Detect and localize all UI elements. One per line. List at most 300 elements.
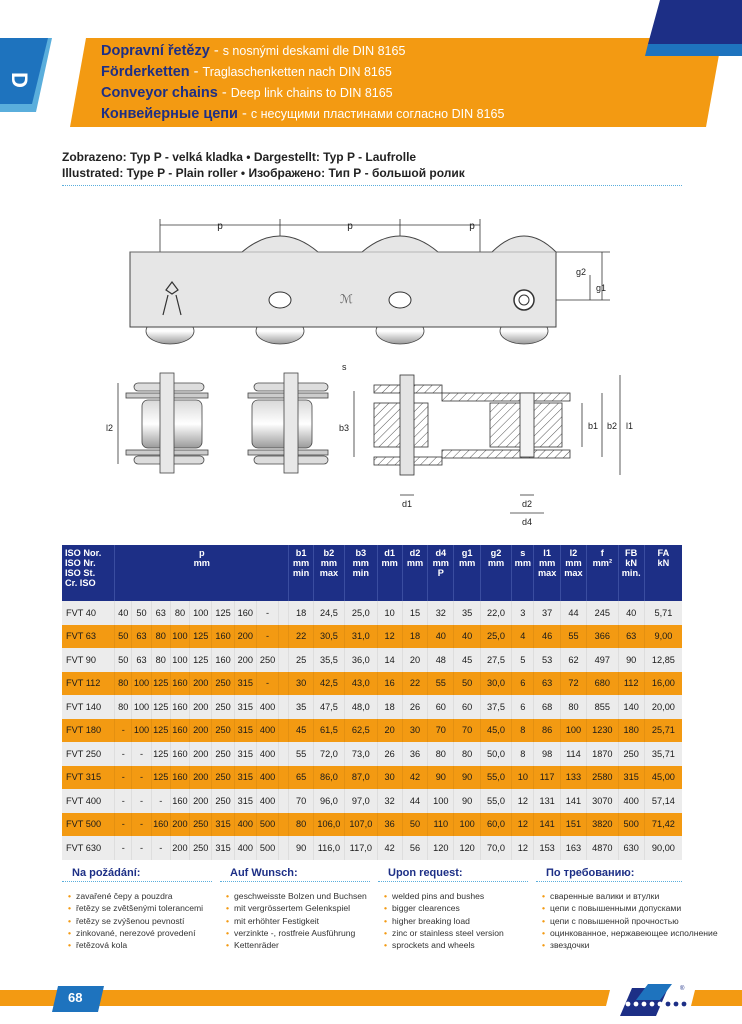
value-cell: 32 <box>428 601 454 625</box>
value-cell: 42 <box>377 836 402 860</box>
value-cell: 366 <box>587 625 618 649</box>
value-cell: 90 <box>454 789 480 813</box>
pitch-cell: 250 <box>190 836 212 860</box>
pitch-cell: 160 <box>212 625 234 649</box>
pitch-cell: - <box>151 836 170 860</box>
list-item: • geschweisste Bolzen und Buchsen <box>226 890 370 902</box>
chain-type-cell: FVT 315 <box>62 766 115 790</box>
value-cell: 15 <box>402 601 427 625</box>
value-cell: 116,0 <box>313 836 344 860</box>
list-item: • Kettenräder <box>226 939 370 951</box>
table-row <box>62 695 682 719</box>
pitch-cell: 200 <box>190 742 212 766</box>
col-b2: b2 mm max <box>313 545 344 601</box>
value-cell: 16 <box>377 672 402 696</box>
chain-type-cell: FVT 180 <box>62 719 115 743</box>
pitch-cell: 125 <box>190 648 212 672</box>
chain-type-cell: FVT 250 <box>62 742 115 766</box>
pitch-cell <box>279 766 289 790</box>
value-cell: 50,0 <box>480 742 511 766</box>
pitch-cell: 160 <box>170 672 189 696</box>
col-f: f mm² <box>587 545 618 601</box>
value-cell: 48,0 <box>345 695 377 719</box>
dim-p-3: p <box>469 221 475 232</box>
options-cz <box>62 864 212 951</box>
pitch-cell: 125 <box>190 625 212 649</box>
pitch-cell: 125 <box>151 742 170 766</box>
table-row <box>62 648 682 672</box>
illustration-caption <box>62 149 682 181</box>
value-cell: 5,71 <box>644 601 682 625</box>
value-cell: 107,0 <box>345 813 377 837</box>
pitch-cell: 400 <box>256 766 278 790</box>
value-cell: 35 <box>454 601 480 625</box>
value-cell: 62 <box>560 648 586 672</box>
pitch-cell: 250 <box>212 672 234 696</box>
dim-d4: d4 <box>522 517 533 527</box>
table-row <box>62 719 682 743</box>
chain-type-cell: FVT 400 <box>62 789 115 813</box>
value-cell: 12,85 <box>644 648 682 672</box>
table-row <box>62 601 682 625</box>
value-cell: 40 <box>618 601 644 625</box>
dimension-table <box>62 545 682 860</box>
pitch-cell: 160 <box>212 648 234 672</box>
value-cell: 153 <box>534 836 560 860</box>
pitch-cell: 250 <box>212 742 234 766</box>
chain-drawing <box>62 195 682 535</box>
col-b3: b3 mm min <box>345 545 377 601</box>
list-item: • bigger clearences <box>384 902 528 914</box>
value-cell: 90 <box>428 766 454 790</box>
list-item: • mit vergrössertem Gelenkspiel <box>226 902 370 914</box>
pitch-cell: 160 <box>170 742 189 766</box>
pitch-cell: 400 <box>256 695 278 719</box>
col-fa: FA kN <box>644 545 682 601</box>
pitch-cell: 80 <box>151 625 170 649</box>
dim-d2: d2 <box>522 499 533 509</box>
dim-l1: l1 <box>626 421 634 431</box>
value-cell: 63 <box>534 672 560 696</box>
value-cell: 30,0 <box>480 672 511 696</box>
pitch-cell: 160 <box>170 719 189 743</box>
value-cell: 5 <box>512 648 534 672</box>
pitch-cell <box>279 836 289 860</box>
value-cell: 87,0 <box>345 766 377 790</box>
value-cell: 72,0 <box>313 742 344 766</box>
list-item: • řetězová kola <box>68 939 212 951</box>
col-d1: d1 mm <box>377 545 402 601</box>
pitch-cell: 63 <box>151 601 170 625</box>
footer-bar <box>0 982 742 1024</box>
value-cell: 630 <box>618 836 644 860</box>
value-cell: 14 <box>377 648 402 672</box>
value-cell: 50 <box>454 672 480 696</box>
dim-p-1: p <box>217 221 223 232</box>
title-line-en: Conveyor chains - Deep link chains to DIN 8165 <box>101 85 393 101</box>
value-cell: 55,0 <box>480 789 511 813</box>
pitch-cell: 250 <box>212 695 234 719</box>
value-cell: 3820 <box>587 813 618 837</box>
value-cell: 120 <box>454 836 480 860</box>
value-cell: 96,0 <box>313 789 344 813</box>
value-cell: 400 <box>618 789 644 813</box>
pitch-cell: 500 <box>256 836 278 860</box>
pitch-cell <box>279 648 289 672</box>
pitch-cell <box>279 789 289 813</box>
value-cell: 3070 <box>587 789 618 813</box>
value-cell: 22 <box>402 672 427 696</box>
value-cell: 44 <box>560 601 586 625</box>
value-cell: 12 <box>377 625 402 649</box>
value-cell: 20 <box>402 648 427 672</box>
value-cell: 42,5 <box>313 672 344 696</box>
value-cell: 65 <box>289 766 313 790</box>
value-cell: 31,0 <box>345 625 377 649</box>
options-title-de: Auf Wunsch: <box>220 864 370 882</box>
pitch-cell: 200 <box>234 648 256 672</box>
caption-divider <box>62 185 682 186</box>
chain-type-cell: FVT 112 <box>62 672 115 696</box>
value-cell: 163 <box>560 836 586 860</box>
col-iso: ISO Nor. ISO Nr. ISO St. Cr. ISO <box>62 545 115 601</box>
value-cell: 86,0 <box>313 766 344 790</box>
logo-mark-icon: ℳ <box>340 292 353 306</box>
value-cell: 100 <box>428 789 454 813</box>
caption-line-1: Zobrazeno: Typ P - velká kladka • Dargestellt: Typ P - Laufrolle <box>62 150 417 164</box>
col-p: p mm <box>115 545 289 601</box>
pitch-cell: 160 <box>234 601 256 625</box>
value-cell: 71,42 <box>644 813 682 837</box>
pitch-cell: 200 <box>170 836 189 860</box>
value-cell: 4 <box>512 625 534 649</box>
value-cell: 30 <box>289 672 313 696</box>
table-row <box>62 672 682 696</box>
value-cell: 80 <box>454 742 480 766</box>
value-cell: 8 <box>512 719 534 743</box>
value-cell: 72 <box>560 672 586 696</box>
pitch-cell: 100 <box>170 625 189 649</box>
pitch-cell: 200 <box>234 625 256 649</box>
pitch-cell: - <box>115 719 132 743</box>
value-cell: 106,0 <box>313 813 344 837</box>
value-cell: 20 <box>377 719 402 743</box>
pitch-cell: 80 <box>151 648 170 672</box>
value-cell: 45,00 <box>644 766 682 790</box>
table-row <box>62 766 682 790</box>
pitch-cell: 400 <box>256 742 278 766</box>
pitch-cell: 315 <box>234 742 256 766</box>
list-item: • цепи с повышенной прочностью <box>542 915 682 927</box>
pitch-cell: - <box>115 766 132 790</box>
value-cell: 133 <box>560 766 586 790</box>
pitch-cell: 100 <box>190 601 212 625</box>
value-cell: 53 <box>534 648 560 672</box>
value-cell: 25 <box>289 648 313 672</box>
value-cell: 3 <box>512 601 534 625</box>
pitch-cell: 400 <box>256 789 278 813</box>
value-cell: 100 <box>454 813 480 837</box>
corner-block <box>648 0 742 44</box>
pitch-cell <box>279 672 289 696</box>
pitch-cell: 250 <box>256 648 278 672</box>
list-item: • оцинкованное, нержавеющее исполнение <box>542 927 682 939</box>
value-cell: 62,5 <box>345 719 377 743</box>
value-cell: 9,00 <box>644 625 682 649</box>
pitch-cell: 125 <box>212 601 234 625</box>
options-en <box>378 864 528 951</box>
value-cell: 18 <box>289 601 313 625</box>
value-cell: 30,5 <box>313 625 344 649</box>
options-de <box>220 864 370 951</box>
value-cell: 55 <box>428 672 454 696</box>
pitch-cell: 200 <box>190 695 212 719</box>
value-cell: 70 <box>428 719 454 743</box>
pitch-cell <box>279 601 289 625</box>
value-cell: 35,71 <box>644 742 682 766</box>
col-d2: d2 mm <box>402 545 427 601</box>
list-item: • mit erhöhter Festigkeit <box>226 915 370 927</box>
pitch-cell: 63 <box>132 625 151 649</box>
title-block <box>101 41 701 125</box>
dim-d1: d1 <box>402 499 413 509</box>
value-cell: 110 <box>428 813 454 837</box>
chain-type-cell: FVT 63 <box>62 625 115 649</box>
section-view <box>374 375 570 475</box>
value-cell: 55,0 <box>480 766 511 790</box>
pitch-cell: 400 <box>234 836 256 860</box>
page-number: 68 <box>68 990 83 1005</box>
value-cell: 36,0 <box>345 648 377 672</box>
list-item: • звездочки <box>542 939 682 951</box>
value-cell: 42 <box>402 766 427 790</box>
value-cell: 120 <box>428 836 454 860</box>
pitch-cell: 200 <box>170 813 189 837</box>
value-cell: 22,0 <box>480 601 511 625</box>
value-cell: 44 <box>402 789 427 813</box>
chain-type-cell: FVT 140 <box>62 695 115 719</box>
value-cell: 35 <box>289 695 313 719</box>
value-cell: 30 <box>377 766 402 790</box>
pitch-cell: - <box>151 789 170 813</box>
value-cell: 497 <box>587 648 618 672</box>
value-cell: 22 <box>289 625 313 649</box>
value-cell: 90 <box>454 766 480 790</box>
options-title-en: Upon request: <box>378 864 528 882</box>
table-header-row <box>62 545 682 601</box>
pitch-cell: 250 <box>190 813 212 837</box>
value-cell: 16,00 <box>644 672 682 696</box>
value-cell: 112 <box>618 672 644 696</box>
value-cell: 80 <box>289 813 313 837</box>
value-cell: 55 <box>289 742 313 766</box>
value-cell: 100 <box>560 719 586 743</box>
pitch-cell: 50 <box>115 625 132 649</box>
pitch-cell: 125 <box>151 766 170 790</box>
pitch-cell: 200 <box>190 672 212 696</box>
value-cell: 245 <box>587 601 618 625</box>
value-cell: 117,0 <box>345 836 377 860</box>
value-cell: 40 <box>454 625 480 649</box>
list-item: • zinkované, nerezové provedení <box>68 927 212 939</box>
pitch-cell: 125 <box>151 719 170 743</box>
value-cell: 26 <box>402 695 427 719</box>
dim-g1: g1 <box>596 283 607 293</box>
value-cell: 500 <box>618 813 644 837</box>
pitch-cell: 80 <box>115 695 132 719</box>
value-cell: 18 <box>402 625 427 649</box>
pitch-cell: - <box>132 766 151 790</box>
options-title-ru: По требованию: <box>536 864 682 882</box>
pitch-cell: 250 <box>212 789 234 813</box>
pitch-cell <box>279 625 289 649</box>
value-cell: 10 <box>512 766 534 790</box>
value-cell: 60 <box>454 695 480 719</box>
list-item: • higher breaking load <box>384 915 528 927</box>
pitch-cell: 315 <box>234 789 256 813</box>
pitch-cell: 400 <box>234 813 256 837</box>
col-g1: g1 mm <box>454 545 480 601</box>
table-row <box>62 789 682 813</box>
pitch-cell: - <box>132 789 151 813</box>
dim-g2: g2 <box>576 267 587 277</box>
table-row <box>62 742 682 766</box>
value-cell: 1870 <box>587 742 618 766</box>
pitch-cell: - <box>256 625 278 649</box>
pitch-cell: - <box>115 836 132 860</box>
value-cell: 25,71 <box>644 719 682 743</box>
title-line-ru: Конвейерные цепи - с несущими пластинами согласно DIN 8165 <box>101 106 505 122</box>
value-cell: 180 <box>618 719 644 743</box>
value-cell: 24,5 <box>313 601 344 625</box>
options-section <box>62 864 718 974</box>
pitch-cell: 315 <box>234 695 256 719</box>
svg-text:®: ® <box>680 986 685 992</box>
chain-type-cell: FVT 40 <box>62 601 115 625</box>
dim-b1: b1 <box>588 421 599 431</box>
list-item: • цепи с повышенными допусками <box>542 902 682 914</box>
value-cell: 12 <box>512 836 534 860</box>
value-cell: 73,0 <box>345 742 377 766</box>
col-l2: l2 mm max <box>560 545 586 601</box>
value-cell: 86 <box>534 719 560 743</box>
pitch-cell: 315 <box>212 813 234 837</box>
value-cell: 141 <box>560 789 586 813</box>
value-cell: 4870 <box>587 836 618 860</box>
pitch-cell: 50 <box>132 601 151 625</box>
pitch-cell: - <box>132 742 151 766</box>
value-cell: 98 <box>534 742 560 766</box>
value-cell: 8 <box>512 742 534 766</box>
value-cell: 151 <box>560 813 586 837</box>
value-cell: 61,5 <box>313 719 344 743</box>
value-cell: 10 <box>377 601 402 625</box>
value-cell: 1230 <box>587 719 618 743</box>
dim-b3: b3 <box>339 423 350 433</box>
value-cell: 97,0 <box>345 789 377 813</box>
pitch-cell: 250 <box>212 766 234 790</box>
value-cell: 80 <box>428 742 454 766</box>
list-item: • zinc or stainless steel version <box>384 927 528 939</box>
value-cell: 36 <box>402 742 427 766</box>
pitch-cell: - <box>115 813 132 837</box>
pitch-cell: 125 <box>151 672 170 696</box>
pitch-cell: 63 <box>132 648 151 672</box>
value-cell: 6 <box>512 672 534 696</box>
col-g2: g2 mm <box>480 545 511 601</box>
value-cell: 43,0 <box>345 672 377 696</box>
pitch-cell: 100 <box>132 719 151 743</box>
value-cell: 90 <box>289 836 313 860</box>
value-cell: 68 <box>534 695 560 719</box>
col-l1: l1 mm max <box>534 545 560 601</box>
dim-b2: b2 <box>607 421 618 431</box>
list-item: • welded pins and bushes <box>384 890 528 902</box>
value-cell: 12 <box>512 813 534 837</box>
value-cell: 37 <box>534 601 560 625</box>
value-cell: 140 <box>618 695 644 719</box>
pitch-cell: 315 <box>212 836 234 860</box>
side-view-link <box>130 236 556 327</box>
title-line-de: Förderketten - Traglaschenketten nach DIN 8165 <box>101 64 392 80</box>
table-body <box>62 601 682 860</box>
pitch-cell: 200 <box>190 766 212 790</box>
col-fb: FB kN min. <box>618 545 644 601</box>
value-cell: 12 <box>512 789 534 813</box>
value-cell: 131 <box>534 789 560 813</box>
section-letter: D <box>7 72 32 88</box>
pitch-cell: 100 <box>170 648 189 672</box>
value-cell: 855 <box>587 695 618 719</box>
pitch-cell: 50 <box>115 648 132 672</box>
value-cell: 117 <box>534 766 560 790</box>
pitch-cell <box>279 695 289 719</box>
pitch-cell: 100 <box>132 695 151 719</box>
value-cell: 70 <box>289 789 313 813</box>
value-cell: 90 <box>618 648 644 672</box>
value-cell: 56 <box>402 836 427 860</box>
pitch-cell: 80 <box>170 601 189 625</box>
value-cell: 45 <box>289 719 313 743</box>
list-item: • zavařené čepy a pouzdra <box>68 890 212 902</box>
table-row <box>62 625 682 649</box>
value-cell: 36 <box>377 813 402 837</box>
pitch-cell: 400 <box>256 719 278 743</box>
pitch-cell: - <box>115 742 132 766</box>
value-cell: 114 <box>560 742 586 766</box>
chain-type-cell: FVT 630 <box>62 836 115 860</box>
list-item: • řetězy se zvýšenou pevností <box>68 915 212 927</box>
value-cell: 40 <box>428 625 454 649</box>
pitch-cell: 125 <box>151 695 170 719</box>
value-cell: 80 <box>560 695 586 719</box>
footer-stripe-right <box>691 990 742 1006</box>
pitch-cell: 200 <box>190 789 212 813</box>
value-cell: 141 <box>534 813 560 837</box>
chain-type-cell: FVT 90 <box>62 648 115 672</box>
top-view-chain <box>126 373 328 473</box>
pitch-cell: 160 <box>170 695 189 719</box>
pitch-cell: 160 <box>170 766 189 790</box>
pitch-cell: - <box>132 836 151 860</box>
value-cell: 25,0 <box>345 601 377 625</box>
pitch-cell: 315 <box>234 719 256 743</box>
table-row <box>62 836 682 860</box>
options-title-cz: Na požádání: <box>62 864 212 882</box>
dim-l2: l2 <box>106 423 114 433</box>
pitch-cell: 40 <box>115 601 132 625</box>
value-cell: 45 <box>454 648 480 672</box>
